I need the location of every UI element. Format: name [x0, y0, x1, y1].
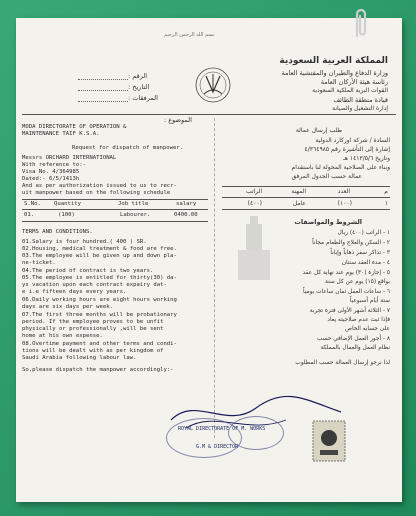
table-bottom-rule — [22, 221, 208, 222]
arabic-term: ٧ - الثلاثة أشهر الأولى فترة تجربة — [309, 308, 390, 314]
arabic-header-line-1: المملكة العربية السعودية — [279, 56, 388, 66]
term-line: tions will be dealt with as per kingdom of — [22, 348, 164, 354]
visa-date: Dated:- 6/5/1413h — [22, 176, 80, 182]
document-sheet — [16, 18, 402, 502]
table-header-job-title: Job title — [118, 201, 149, 207]
arabic-table-top-rule — [222, 186, 390, 187]
ref-attachments-line — [78, 101, 128, 102]
arabic-table-header-no: م — [384, 188, 388, 195]
authorization-line-1: And as per authorization issued to us to recr- — [22, 183, 177, 189]
closing-line: So,please dispatch the manpower accordingly:- — [22, 367, 174, 373]
arabic-table-header-salary: الراتب — [245, 188, 262, 195]
arabic-term: ٣ - تذاكر سفر ذهاباً وإياباً — [330, 250, 390, 256]
term-line: 02.Housing, medical treatment & food are free. — [22, 246, 177, 252]
saudi-emblem-icon — [194, 66, 232, 104]
arabic-header-line-5: قيادة منطقة الطائف — [333, 96, 388, 104]
term-line: 06.Daily working hours are eight hours working — [22, 297, 177, 303]
term-line: ne-ticket. — [22, 260, 56, 266]
header-divider — [22, 114, 396, 115]
term-line: ys vacation upon each contract expairy dat- — [22, 282, 167, 288]
arabic-table-header-job: المهنة — [291, 188, 306, 195]
table-header-salary: salary — [176, 201, 197, 207]
request-title: Request for dispatch of manpower. — [72, 145, 184, 151]
arabic-line: السادة / شركة اوركارد الدولية — [315, 137, 390, 144]
authorization-line-2: uit manpower based on the following schedule — [22, 190, 171, 196]
ref-attachments-label: المرفقات : — [128, 94, 158, 102]
table-top-rule — [22, 199, 208, 200]
arabic-table-header-rule — [222, 197, 390, 198]
term-line: e i.e fifteen days every years. — [22, 289, 127, 295]
org-line-2: MAINTENANCE TAIF K.S.A. — [22, 131, 100, 137]
address-line-1: Messrs ORCHARD INTERNATIONAL — [22, 155, 117, 161]
signature-block-title: ROYAL DIRECTORATE OF M. WORKS — [178, 426, 266, 432]
arabic-term: ١ - الراتب (٤٠٠) ريال — [337, 230, 390, 236]
arabic-table-cell-salary: (٤٠٠) — [247, 200, 262, 207]
arabic-table-cell-no: ١ — [384, 200, 388, 207]
ref-number-line — [78, 79, 128, 80]
terms-title: TERMS AND CONDITIONS. — [22, 229, 93, 235]
arabic-line: إشارة إلى التأشيرة رقم ٤/٣٦٤٩٨٥ — [304, 146, 390, 153]
arabic-term: ٤ - مدة العقد سنتان — [341, 260, 390, 266]
arabic-header-line-3: رئاسة هيئة الأركان العامة — [320, 78, 388, 86]
arabic-term: بواقع (١٥) يوم عن كل سنة — [325, 279, 390, 285]
term-line: 05.The employee is entitled for thirty(30) da- — [22, 275, 177, 281]
term-line: period. If the employee proves to be unfit — [22, 319, 164, 325]
ref-number-label: الرقم : — [128, 72, 148, 80]
term-line: 07.The first three months will be probationary — [22, 312, 177, 318]
arabic-table-header-qty: العدد — [337, 188, 350, 195]
arabic-line: وتاريخ ١٤١٣/٥/٦ هـ — [343, 155, 390, 162]
term-line: 01.Salary is four hundred.( 400 ) SR. — [22, 239, 147, 245]
term-line: 08.Overtime payment and other terms and condi- — [22, 341, 177, 347]
arabic-table-cell-qty: (١٠٠) — [337, 200, 352, 207]
term-line: days are six days per week. — [22, 304, 113, 310]
table-cell-salary: 0400.00 — [174, 212, 198, 218]
arabic-term: ستة أيام أسبوعياً — [349, 298, 390, 304]
arabic-header-line-2: وزارة الدفاع والطيران والمفتشية العامة — [281, 69, 388, 77]
visa-number: Visa No. 4/364985 — [22, 169, 80, 175]
table-header-sno: S.No. — [24, 201, 41, 207]
arabic-term: فإذا ثبت عدم صلاحيته يعاد — [327, 317, 390, 323]
table-header-rule — [22, 209, 208, 210]
arabic-terms-title: الشروط والمواصفات — [294, 218, 362, 226]
subject-label: الموضوع : — [164, 116, 192, 124]
arabic-term: ٢ - السكن والعلاج والطعام مجاناً — [312, 240, 390, 246]
arabic-closing-line: لذا نرجو إرسال العمالة حسب المطلوب — [295, 360, 390, 366]
table-cell-sno: 01. — [24, 212, 35, 218]
arabic-table-cell-job: عامل — [292, 200, 306, 207]
term-line: home at his own expense. — [22, 333, 103, 339]
table-cell-job-title: Labourer. — [120, 212, 151, 218]
arabic-header-line-6: إدارة التشغيل والصيانة — [332, 105, 388, 112]
term-line: 04.The period of contract is two years. — [22, 268, 154, 274]
signature-block-role: G.M & DIRECTOR — [196, 444, 239, 450]
arabic-line: وبناء على الصلاحية المخولة لنا باستقدام — [291, 164, 390, 171]
table-header-quantity: Quantity — [54, 201, 81, 207]
arabic-table-bottom-rule — [222, 209, 390, 210]
paper-clip-icon — [350, 6, 372, 40]
address-line-2: With reference to:- — [22, 162, 86, 168]
arabic-term: ٥ - إجازة (٣٠) يوم عند نهاية كل عقد — [302, 270, 390, 276]
arabic-request-title: طلب إرسال عمالة — [295, 127, 342, 134]
table-cell-quantity: (100) — [58, 212, 75, 218]
bismillah-line: بسم الله الرحمن الرحيم — [164, 32, 215, 38]
ref-date-label: التاريخ : — [128, 83, 150, 91]
ref-date-line — [78, 90, 128, 91]
revenue-stamp-icon — [312, 420, 346, 462]
arabic-term: ٨ - أجور العمل الإضافي حسب — [317, 336, 390, 342]
term-line: Saudi Arabia following labour law. — [22, 355, 137, 361]
term-line: 03.The employee will be given up and down pla- — [22, 253, 177, 259]
arabic-term: على حسابه الخاص — [344, 326, 390, 332]
arabic-term: ٦ - ساعات العمل ثمان ساعات يومياً — [302, 289, 390, 295]
watermark-tower-icon — [234, 214, 274, 284]
org-line-1: MODA DIRECTORATE OF OPERATION & — [22, 124, 127, 130]
arabic-header-line-4: القوات البرية الملكية السعودية — [312, 87, 388, 94]
arabic-line: عمالة حسب الجدول المرفق — [291, 173, 362, 180]
term-line: physically or professionally ,will be sent — [22, 326, 164, 332]
arabic-term: نظام العمل والعمال بالمملكة — [320, 345, 390, 351]
